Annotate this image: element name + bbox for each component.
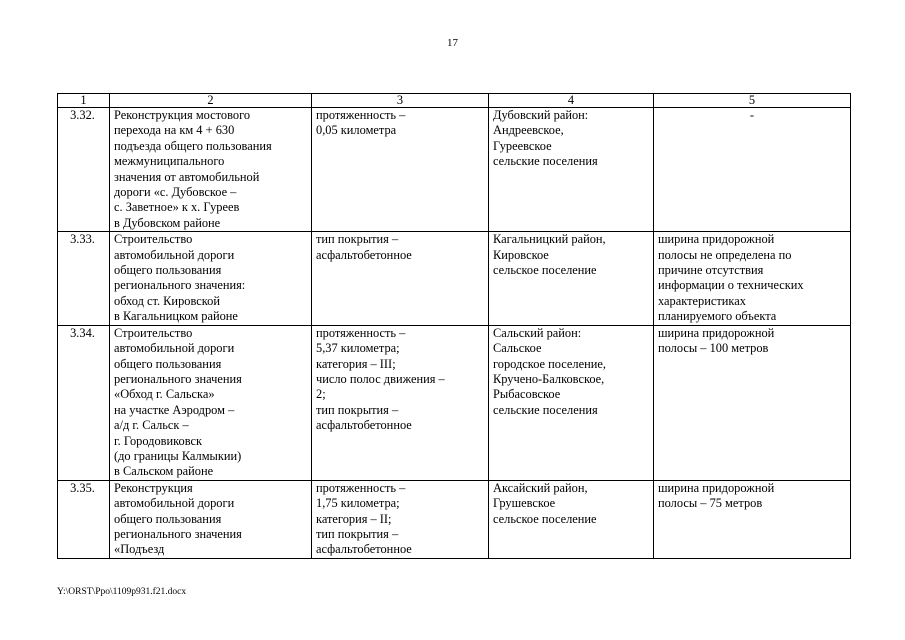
location-line: сельские поселения [493, 154, 598, 169]
location-cell [489, 232, 654, 325]
location-line: Сальский район: [493, 325, 582, 340]
location-line: сельские поселения [493, 402, 598, 417]
object-cell [110, 232, 312, 325]
params-cell [312, 232, 489, 325]
object-line: в Дубовском районе [114, 215, 221, 230]
location-line: Кручено-Балковское, [493, 371, 605, 386]
object-line: на участке Аэродром – [114, 402, 235, 417]
params-line: тип покрытия – [316, 232, 399, 247]
location-line: сельское поселение [493, 511, 597, 526]
location-line: Грушевское [493, 496, 556, 511]
params-line: тип покрытия – [316, 402, 399, 417]
row-number: 3.35. [58, 480, 110, 558]
column-header: 2 [110, 94, 312, 108]
object-line: межмуниципального [114, 154, 225, 169]
location-line: Андреевское, [493, 123, 564, 138]
location-line: Кировское [493, 247, 549, 262]
params-cell [312, 108, 489, 232]
location-cell [489, 108, 654, 232]
object-line: «Обход г. Сальска» [114, 387, 215, 402]
object-line: г. Городовиковск [114, 433, 203, 448]
params-line: 1,75 километра; [316, 496, 400, 511]
object-line: в Кагальницком районе [114, 309, 238, 324]
object-line: автомобильной дороги [114, 341, 235, 356]
params-line: 5,37 километра; [316, 341, 400, 356]
object-line: регионального значения: [114, 278, 246, 293]
zone-line: полосы – 100 метров [658, 341, 769, 356]
params-line: 0,05 километра [316, 123, 397, 138]
params-line: категория – II; [316, 511, 392, 526]
location-line: Сальское [493, 341, 542, 356]
location-line: Кагальницкий район, [493, 232, 606, 247]
row-number: 3.33. [58, 232, 110, 325]
objects-table [57, 93, 851, 559]
object-line: автомобильной дороги [114, 247, 235, 262]
zone-line: полосы – 75 метров [658, 496, 763, 511]
location-cell [489, 325, 654, 480]
object-line: Реконструкция [114, 480, 193, 495]
object-line: (до границы Калмыкии) [114, 448, 242, 463]
location-line: городское поселение, [493, 356, 606, 371]
object-cell [110, 108, 312, 232]
object-line: а/д г. Сальск – [114, 418, 189, 433]
params-line: число полос движения – [316, 371, 445, 386]
location-line: Рыбасовское [493, 387, 561, 402]
zone-line: информации о технических [658, 278, 804, 293]
zone-cell [654, 480, 851, 558]
location-line: Гуреевское [493, 138, 552, 153]
object-line: Строительство [114, 232, 193, 247]
params-line: категория – III; [316, 356, 396, 371]
params-line: протяженность – [316, 325, 406, 340]
object-line: с. Заветное» к х. Гуреев [114, 200, 240, 215]
object-cell [110, 480, 312, 558]
zone-line: причине отсутствия [658, 263, 764, 278]
table-row [58, 480, 851, 558]
object-line: перехода на км 4 + 630 [114, 123, 235, 138]
object-line: общего пользования [114, 511, 222, 526]
zone-cell [654, 232, 851, 325]
zone-line: полосы не определена по [658, 247, 792, 262]
zone-line: ширина придорожной [658, 480, 775, 495]
column-header: 1 [58, 94, 110, 108]
column-header: 5 [654, 94, 851, 108]
params-line: асфальтобетонное [316, 542, 412, 557]
table-row [58, 325, 851, 480]
table-row [58, 232, 851, 325]
row-number: 3.32. [58, 108, 110, 232]
location-line: сельское поселение [493, 263, 597, 278]
zone-line: ширина придорожной [658, 232, 775, 247]
footer-file-path: Y:\ORST\Ppo\1109p931.f21.docx [57, 587, 187, 597]
params-cell [312, 325, 489, 480]
object-line: подъезда общего пользования [114, 138, 272, 153]
object-line: регионального значения [114, 371, 242, 386]
zone-line: характеристиках [658, 293, 746, 308]
object-line: Реконструкция мостового [114, 108, 251, 122]
table-row [58, 108, 851, 232]
params-line: протяженность – [316, 480, 406, 495]
params-line: тип покрытия – [316, 526, 399, 541]
object-line: дороги «с. Дубовское – [114, 185, 237, 200]
object-line: обход ст. Кировской [114, 293, 220, 308]
zone-cell [654, 108, 851, 232]
header-row [58, 94, 851, 108]
column-header: 4 [489, 94, 654, 108]
zone-line: планируемого объекта [658, 309, 777, 324]
row-number: 3.34. [58, 325, 110, 480]
params-line: асфальтобетонное [316, 247, 412, 262]
location-line: Дубовский район: [493, 108, 589, 122]
location-cell [489, 480, 654, 558]
location-line: Аксайский район, [493, 480, 588, 495]
object-line: «Подъезд [114, 542, 165, 557]
params-cell [312, 480, 489, 558]
zone-line: ширина придорожной [658, 325, 775, 340]
params-line: протяженность – [316, 108, 406, 122]
object-cell [110, 325, 312, 480]
object-line: общего пользования [114, 263, 222, 278]
zone-cell [654, 325, 851, 480]
table-body [58, 108, 851, 559]
page-number: 17 [447, 37, 458, 49]
object-line: общего пользования [114, 356, 222, 371]
column-header: 3 [312, 94, 489, 108]
object-line: в Сальском районе [114, 464, 214, 479]
zone-line: - [749, 108, 755, 122]
object-line: значения от автомобильной [114, 169, 260, 184]
params-line: 2; [316, 387, 326, 402]
object-line: автомобильной дороги [114, 496, 235, 511]
object-line: регионального значения [114, 526, 242, 541]
object-line: Строительство [114, 325, 193, 340]
params-line: асфальтобетонное [316, 418, 412, 433]
